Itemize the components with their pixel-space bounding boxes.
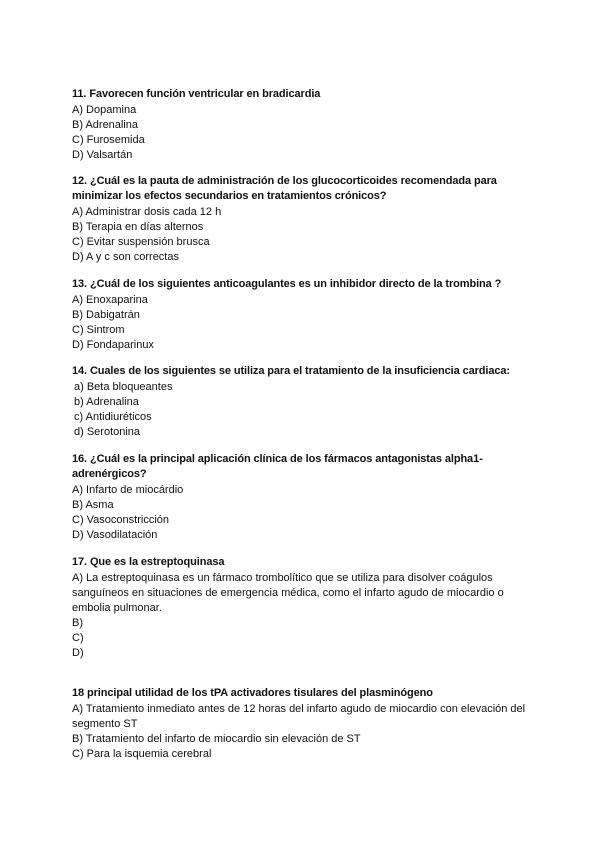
- question-title: 13. ¿Cuál de los siguientes anticoagulantes es un inhibidor directo de la trombina ?: [72, 278, 502, 290]
- option-d: d) Serotonina: [74, 426, 141, 438]
- question-title: 16. ¿Cuál es la principal aplicación clínica de los fármacos antagonistas alpha1-adrenérgicos?: [72, 453, 483, 480]
- option-b: B) Terapia en días alternos: [72, 221, 204, 233]
- question-12: [72, 174, 542, 265]
- option-d: D) Fondaparinux: [72, 339, 154, 351]
- option-c: C) Vasoconstricción: [72, 514, 169, 526]
- option-d: D) A y c son correctas: [72, 251, 179, 263]
- question-title: 18 principal utilidad de los tPA activadores tisulares del plasminógeno: [72, 687, 433, 699]
- question-title: 12. ¿Cuál es la pauta de administración de los glucocorticoides recomendada para minimizar los efectos secundarios en tratamientos crónicos?: [72, 175, 497, 202]
- question-13: [72, 277, 542, 353]
- option-b: B) Asma: [72, 499, 114, 511]
- option-d: D) Vasodilatación: [72, 529, 158, 541]
- option-a: A) Dopamina: [72, 104, 137, 116]
- question-title: 14. Cuales de los siguientes se utiliza para el tratamiento de la insuficiencia cardiaca:: [72, 365, 510, 377]
- option-c: C): [72, 632, 84, 644]
- question-16: [72, 452, 542, 543]
- question-17: [72, 555, 542, 661]
- option-a: A) Enoxaparina: [72, 294, 148, 306]
- option-a: A) Infarto de miocárdio: [72, 484, 184, 496]
- option-b: B) Adrenalina: [72, 119, 139, 131]
- option-c: C) Evitar suspensión brusca: [72, 236, 210, 248]
- option-b: B) Tratamiento del infarto de miocardio sin elevación de ST: [72, 733, 361, 745]
- option-a: a) Beta bloqueantes: [74, 381, 173, 393]
- option-d: D): [72, 647, 84, 659]
- option-a: A) Administrar dosis cada 12 h: [72, 206, 222, 218]
- question-title: 17. Que es la estreptoquinasa: [72, 556, 225, 568]
- option-c: C) Para la isquemia cerebral: [72, 748, 212, 760]
- question-14: [72, 364, 542, 440]
- option-b: B): [72, 617, 83, 629]
- question-18: [72, 686, 542, 762]
- option-b: B) Dabigatrán: [72, 309, 140, 321]
- option-b: b) Adrenalina: [74, 396, 139, 408]
- option-c: C) Furosemida: [72, 134, 145, 146]
- question-title: 11. Favorecen función ventricular en bradicardia: [72, 88, 321, 100]
- option-d: D) Valsartán: [72, 149, 133, 161]
- option-a: A) Tratamiento inmediato antes de 12 horas del infarto agudo de miocardio con elevación del segmento ST: [72, 703, 526, 730]
- option-a: A) La estreptoquinasa es un fármaco trombolítico que se utiliza para disolver coágulos sanguíneos en situaciones de emergencia médica, como el infarto agudo de miocardio o embolia pulmonar.: [72, 572, 504, 614]
- question-11: [72, 87, 542, 163]
- option-c: c) Antidiuréticos: [74, 411, 152, 423]
- option-c: C) Sintrom: [72, 324, 125, 336]
